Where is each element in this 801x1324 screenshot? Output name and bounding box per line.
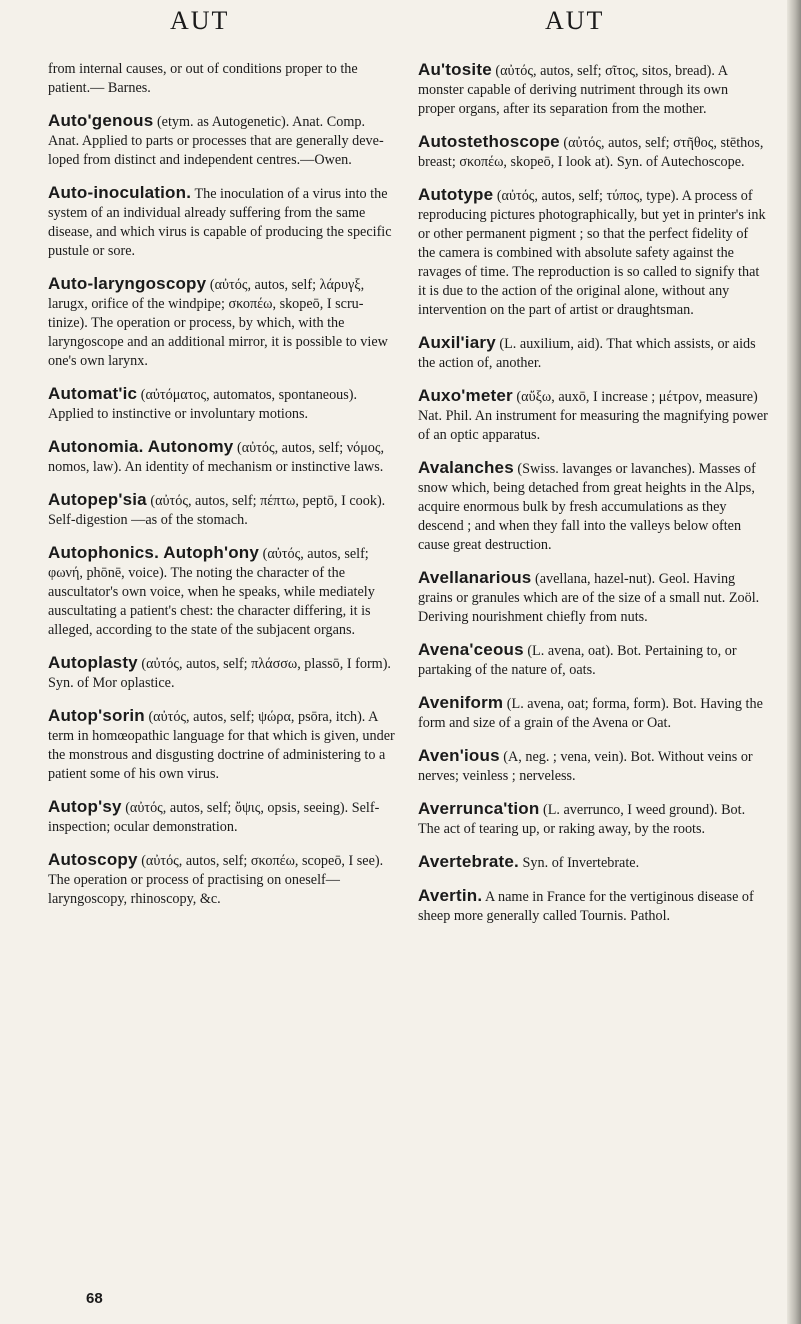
entry-definition: (L. auxilium, aid). That which assists, or aids the action of, another.: [418, 336, 756, 371]
entry-headword: Avalanches: [418, 458, 514, 477]
dictionary-entry: [418, 458, 768, 555]
entry-headword: Auxo'meter: [418, 386, 513, 405]
entry-definition: (etym. as Autogenetic). Anat. Comp. Anat. Applied to parts or processes that are generally developed from distinct and independent centres.—Owen.: [48, 114, 384, 168]
entry-definition: (αὐτός, autos, self; σῖτος, sitos, bread). A monster capable of deriving nutriment through its own proper organs, after its separation from the mother.: [418, 63, 729, 117]
running-header: [0, 6, 801, 46]
entry-definition: A name in France for the vertiginous disease of sheep more generally called Tournis. Pathol.: [418, 889, 754, 924]
dictionary-entry: [418, 132, 768, 172]
entry-headword: Averrunca'tion: [418, 799, 540, 818]
dictionary-entry: [48, 797, 396, 837]
entry-headword: Autoscopy: [48, 850, 138, 869]
dictionary-entry: [418, 333, 768, 373]
entry-headword: Auto-inoculation.: [48, 183, 192, 202]
entry-definition: (αὐτός, autos, self; ὄψις, opsis, seeing). Self-inspection; ocular demonstration.: [48, 800, 380, 835]
dictionary-entry: [418, 185, 768, 320]
right-column: [418, 60, 768, 939]
entry-definition: Syn. of Invertebrate.: [522, 855, 640, 871]
entry-definition: (A, neg. ; vena, vein). Bot. Without veins or nerves; veinless ; nerveless.: [418, 749, 753, 784]
entry-headword: Autophonics. Autoph'ony: [48, 543, 260, 562]
dictionary-entry: [48, 490, 396, 530]
entry-headword: Autostethoscope: [418, 132, 560, 151]
entry-definition: (αὐτός, autos, self; πλάσσω, plassō, I form). Syn. of Mor oplastice.: [48, 656, 391, 691]
entry-definition: (αὐτός, autos, self; πέπτω, peptō, I cook). Self-digestion —as of the stomach.: [48, 493, 386, 528]
entry-headword: Automat'ic: [48, 384, 138, 403]
entry-headword: Aven'ious: [418, 746, 500, 765]
dictionary-entry: [418, 640, 768, 680]
dictionary-entry: [48, 706, 396, 784]
entry-definition: (Swiss. lavanges or lavanches). Masses of snow which, being detached from great heights in the Alps, acquire enormous bulk by fresh accumulations as they descend ; and when they fall into the valleys below often cause great destruction.: [418, 461, 756, 553]
entry-definition: (αὔξω, auxō, I increase ; μέτρον, measure) Nat. Phil. An instrument for measuring the magnifying power of an optic apparatus.: [418, 389, 768, 443]
dictionary-entry: [48, 653, 396, 693]
entry-headword: Autotype: [418, 185, 494, 204]
dictionary-entry: [418, 852, 768, 873]
dictionary-entry: [418, 386, 768, 445]
entry-headword: Auxil'iary: [418, 333, 496, 352]
entry-headword: Autoplasty: [48, 653, 138, 672]
entry-definition: (αὐτός, autos, self; νόμος, nomos, law). An identity of mechanism or instinctive laws.: [48, 440, 385, 475]
entry-headword: Auto-laryngoscopy: [48, 274, 207, 293]
entry-definition: The inoculation of a virus into the system of an individual already suffering from the same disease, and which virus is capable of producing the specific pustule or sore.: [48, 186, 392, 259]
dictionary-entry: [48, 60, 396, 98]
entry-definition: (αὐτός, autos, self; σκοπέω, scopeō, I see). The operation or process of practising on oneself—laryngoscopy, rhinoscopy, &c.: [48, 853, 384, 907]
entry-headword: Aveniform: [418, 693, 504, 712]
dictionary-entry: [48, 274, 396, 371]
dictionary-entry: [418, 568, 768, 627]
entry-definition: (αὐτός, autos, self; φωνή, phōnē, voice). The noting the character of the auscultator's own voice, when he speaks, while mediately auscultating a patient's chest: the character differing, it is alleged, according to the state of the subjacent organs.: [48, 546, 375, 638]
dictionary-entry: [48, 543, 396, 640]
entry-definition: (L. averrunco, I weed ground). Bot. The act of tearing up, or raking away, by the roots.: [418, 802, 746, 837]
entry-headword: Autop'sy: [48, 797, 122, 816]
entry-definition: (avellana, hazel-nut). Geol. Having grains or granules which are of the size of a small nut. Zoöl. Deriving nourishment chiefly from nuts.: [418, 571, 760, 625]
header-right: AUT: [545, 6, 605, 35]
entry-headword: Autop'sorin: [48, 706, 145, 725]
entry-headword: Avertin.: [418, 886, 483, 905]
entry-definition: (αὐτόματος, automatos, spontaneous). Applied to instinctive or involuntary motions.: [48, 387, 358, 422]
header-left: AUT: [170, 6, 230, 35]
dictionary-entry: [48, 437, 396, 477]
entry-definition: (αὐτός, autos, self; λάρυγξ, larugx, orifice of the windpipe; σκοπέω, skopeō, I scrutinize). The operation or process, by which, with the laryngoscope and an additional mirror, it is possible to view one's own larynx.: [48, 277, 388, 369]
dictionary-entry: [418, 693, 768, 733]
dictionary-entry: [48, 111, 396, 170]
entry-definition: (αὐτός, autos, self; στῆθος, stēthos, breast; σκοπέω, skopeō, I look at). Syn. of Autechoscope.: [418, 135, 764, 170]
entry-definition: from internal causes, or out of conditions proper to the patient.— Barnes.: [48, 61, 358, 96]
page-number: 68: [86, 1290, 103, 1307]
dictionary-entry: [418, 60, 768, 119]
entry-headword: Auto'genous: [48, 111, 154, 130]
left-column: [48, 60, 396, 922]
entry-headword: Autopep'sia: [48, 490, 147, 509]
entry-headword: Autonomia. Autonomy: [48, 437, 234, 456]
entry-headword: Avellanarious: [418, 568, 532, 587]
dictionary-entry: [418, 746, 768, 786]
entry-headword: Avertebrate.: [418, 852, 519, 871]
entry-headword: Au'tosite: [418, 60, 492, 79]
page-edge: [787, 0, 801, 1324]
dictionary-entry: [418, 799, 768, 839]
dictionary-entry: [48, 183, 396, 261]
entry-headword: Avena'ceous: [418, 640, 524, 659]
entry-definition: (L. avena, oat). Bot. Pertaining to, or partaking of the nature of, oats.: [418, 643, 737, 678]
dictionary-entry: [48, 384, 396, 424]
entry-definition: (L. avena, oat; forma, form). Bot. Having the form and size of a grain of the Avena or Oat.: [418, 696, 763, 731]
dictionary-entry: [48, 850, 396, 909]
entry-definition: (αὐτός, autos, self; τύπος, type). A process of reproducing pictures photographically, but yet in printer's ink or other permanent pigment ; so that the perfect fidelity of the camera is combined with absolute safety against the ravages of time. The reproduction is so called to signify that it is due to the action of the original alone, without any intervention on the part of artist or draughtsman.: [418, 188, 766, 318]
entry-definition: (αὐτός, autos, self; ψώρα, psōra, itch). A term in homœopathic language for that which is given, under the monstrous and disgusting doctrine of administering to a patient some of his own virus.: [48, 709, 395, 782]
dictionary-entry: [418, 886, 768, 926]
